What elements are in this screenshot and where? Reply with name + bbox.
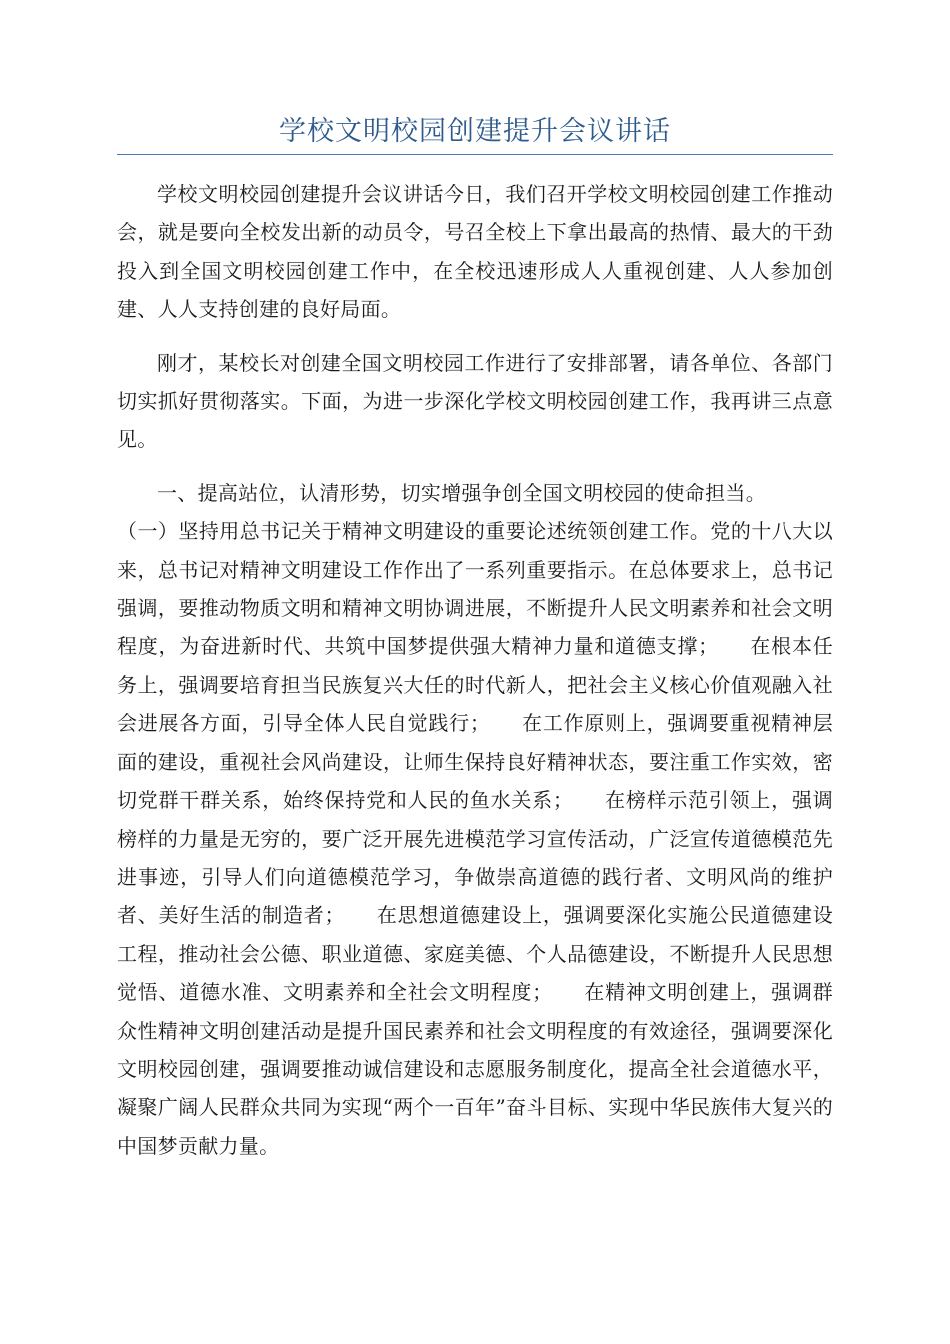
document-body	[117, 175, 833, 1165]
paragraph-intro: 学校文明校园创建提升会议讲话今日，我们召开学校文明校园创建工作推动会，就是要向全校发出新的动员令，号召全校上下拿出最高的热情、最大的干劲投入到全国文明校园创建工作中，在全校迅速形成人人重视创建、人人参加创建、人人支持创建的良好局面。	[117, 182, 833, 322]
title-underline	[117, 154, 833, 155]
paragraph-subsection-one: （一）坚持用总书记关于精神文明建设的重要论述统领创建工作。党的十八大以来，总书记对精神文明建设工作作出了一系列重要指示。在总体要求上，总书记强调，要推动物质文明和精神文明协调进展，不断提升人民文明素养和社会文明程度，为奋进新时代、共筑中国梦提供强大精神力量和道德支撑； 在根本任务上，强调要培育担当民族复兴大任的时代新人，把社会主义核心价值观融入社会进展各方面，引导全体人民自觉践行； 在工作原则上，强调要重视精神层面的建设，重视社会风尚建设，让师生保持良好精神状态，要注重工作实效，密切党群干群关系，始终保持党和人民的鱼水关系； 在榜样示范引领上，强调榜样的力量是无穷的，要广泛开展先进模范学习宣传活动，广泛宣传道德模范先进事迹，引导人们向道德模范学习，争做崇高道德的践行者、文明风尚的维护者、美好生活的制造者； 在思想道德建设上，强调要深化实施公民道德建设工程，推动社会公德、职业道德、家庭美德、个人品德建设，不断提升人民思想觉悟、道德水准、文明素养和全社会文明程度； 在精神文明创建上，强调群众性精神文明创建活动是提升国民素养和社会文明程度的有效途径，强调要深化文明校园创建，强调要推动诚信建设和志愿服务制度化，提高全社会道德水平，凝聚广阔人民群众共同为实现“两个一百年”奋斗目标、实现中华民族伟大复兴的中国梦贡献力量。	[117, 519, 833, 1158]
document-title: 学校文明校园创建提升会议讲话	[279, 116, 671, 147]
section-heading-one: 一、提高站位，认清形势，切实增强争创全国文明校园的使命担当。	[157, 480, 766, 505]
paragraph-arrangement: 刚才，某校长对创建全国文明校园工作进行了安排部署，请各单位、各部门切实抓好贯彻落实。下面，为进一步深化学校文明校园创建工作，我再讲三点意见。	[117, 350, 833, 452]
